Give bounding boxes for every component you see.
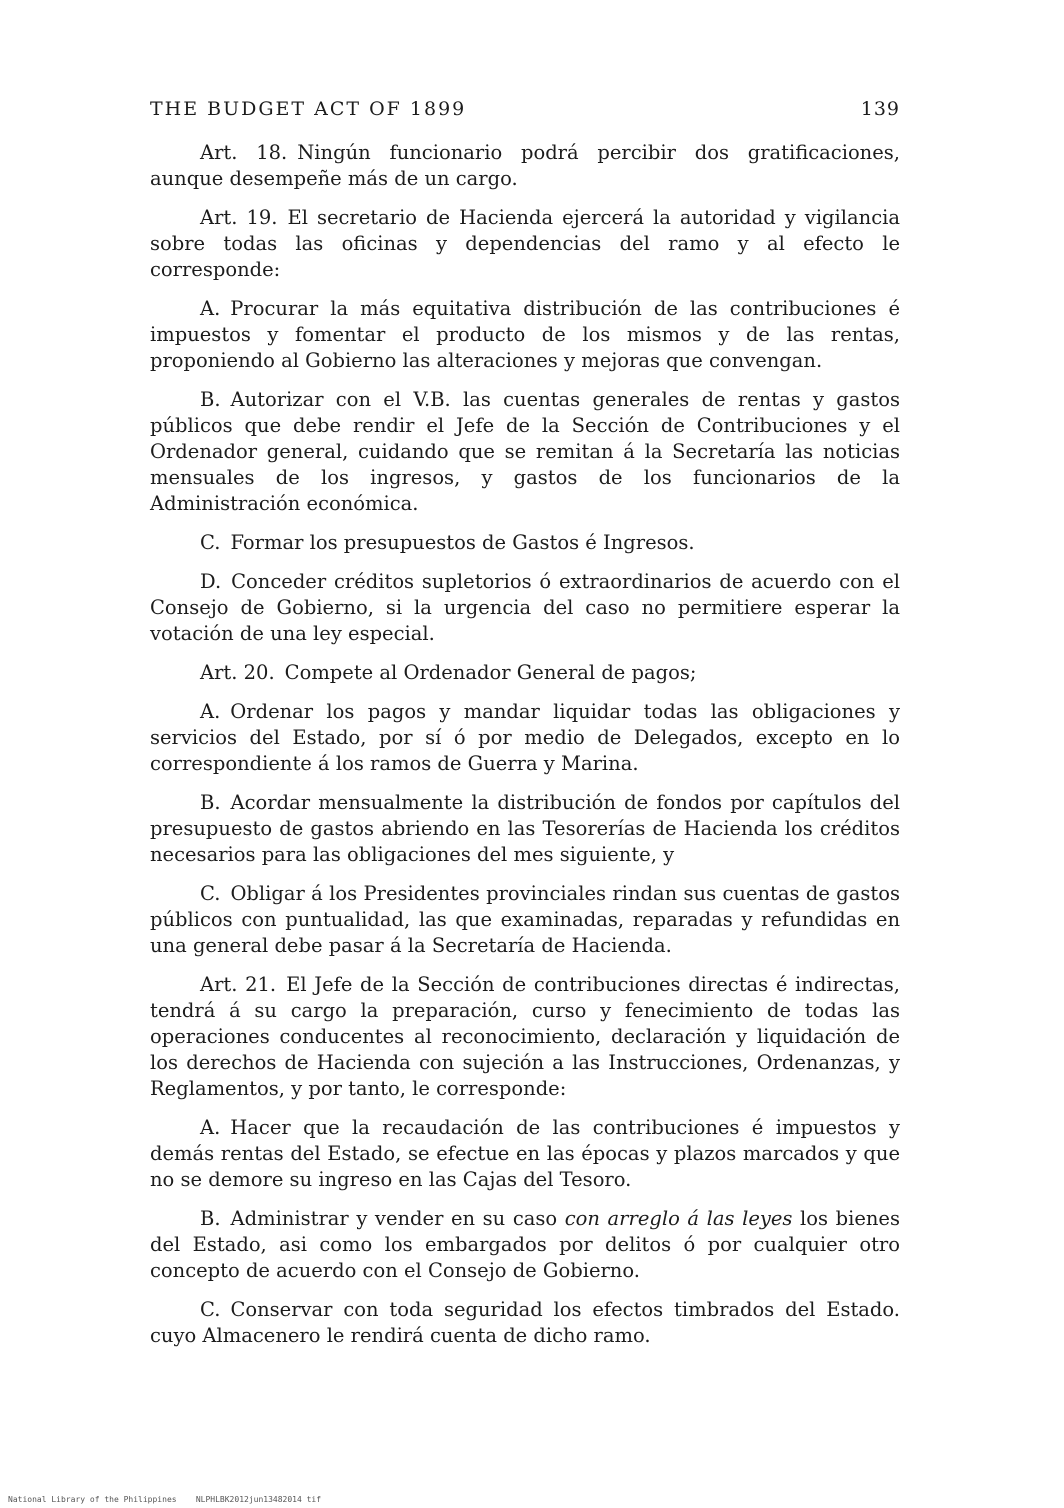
article-18: Art. 18. Ningún funcionario podrá percibir dos gratificaciones, aunque desempeñe más de un cargo.: [150, 141, 900, 190]
article-19: Art. 19. El secretario de Hacienda ejercerá la autoridad y vigilancia sobre todas las oficinas y dependencias del ramo y al efecto le corresponde:: [150, 206, 900, 281]
article-20: Art. 20. Compete al Ordenador General de pagos;: [200, 661, 697, 684]
scan-footer: National Library of the Philippines NLPHLBK2012jun13482014 tif: [8, 1495, 322, 1504]
document-page: [150, 98, 900, 1362]
running-title: THE BUDGET ACT OF 1899: [150, 98, 467, 120]
article-21-item-a: A. Hacer que la recaudación de las contribuciones é impuestos y demás rentas del Estado, se efectue en las épocas y plazos marcados y que no se demore su ingreso en las Cajas del Tesoro.: [150, 1116, 900, 1191]
article-19-item-a: A. Procurar la más equitativa distribución de las contribuciones é impuestos y fomentar el producto de los mismos y de las rentas, proponiendo al Gobierno las alteraciones y mejoras que convengan.: [150, 297, 900, 372]
article-19-item-d: D. Conceder créditos supletorios ó extraordinarios de acuerdo con el Consejo de Gobierno, si la urgencia del caso no permitiere esperar la votación de una ley especial.: [150, 570, 900, 645]
article-21-item-b: B. Administrar y vender en su caso con arreglo á las leyes los bienes del Estado, asi como los embargados por delitos ó por cualquier otro concepto de acuerdo con el Consejo de Gobierno.: [150, 1207, 900, 1282]
article-19-item-b: B. Autorizar con el V.B. las cuentas generales de rentas y gastos públicos que debe rendir el Jefe de la Sección de Contribuciones y el Ordenador general, cuidando que se remitan á la Secretaría las noticias mensuales de los ingresos, y gastos de los funcionarios de la Administración económica.: [150, 388, 900, 515]
article-19-item-c: C. Formar los presupuestos de Gastos é Ingresos.: [200, 531, 695, 554]
article-20-item-a: A. Ordenar los pagos y mandar liquidar todas las obligaciones y servicios del Estado, por sí ó por medio de Delegados, excepto en lo correspondiente á los ramos de Guerra y Marina.: [150, 700, 900, 775]
page-number: 139: [860, 98, 900, 120]
article-20-item-b: B. Acordar mensualmente la distribución de fondos por capítulos del presupuesto de gastos abriendo en las Tesorerías de Hacienda los créditos necesarios para las obligaciones del mes siguiente, y: [150, 791, 900, 866]
article-20-item-c: C. Obligar á los Presidentes provinciales rindan sus cuentas de gastos públicos con puntualidad, las que examinadas, reparadas y refundidas en una general debe pasar á la Secretaría de Hacienda.: [150, 882, 900, 957]
page-header: [150, 98, 900, 120]
article-21: Art. 21. El Jefe de la Sección de contribuciones directas é indirectas, tendrá á su cargo la preparación, curso y fenecimiento de todas las operaciones conducentes al reconocimiento, declaración y liquidación de los derechos de Hacienda con sujeción a las Instrucciones, Ordenanzas, y Reglamentos, y por tanto, le corresponde:: [150, 973, 900, 1100]
article-21-item-c: C. Conservar con toda seguridad los efectos timbrados del Estado. cuyo Almacenero le rendirá cuenta de dicho ramo.: [150, 1298, 900, 1347]
